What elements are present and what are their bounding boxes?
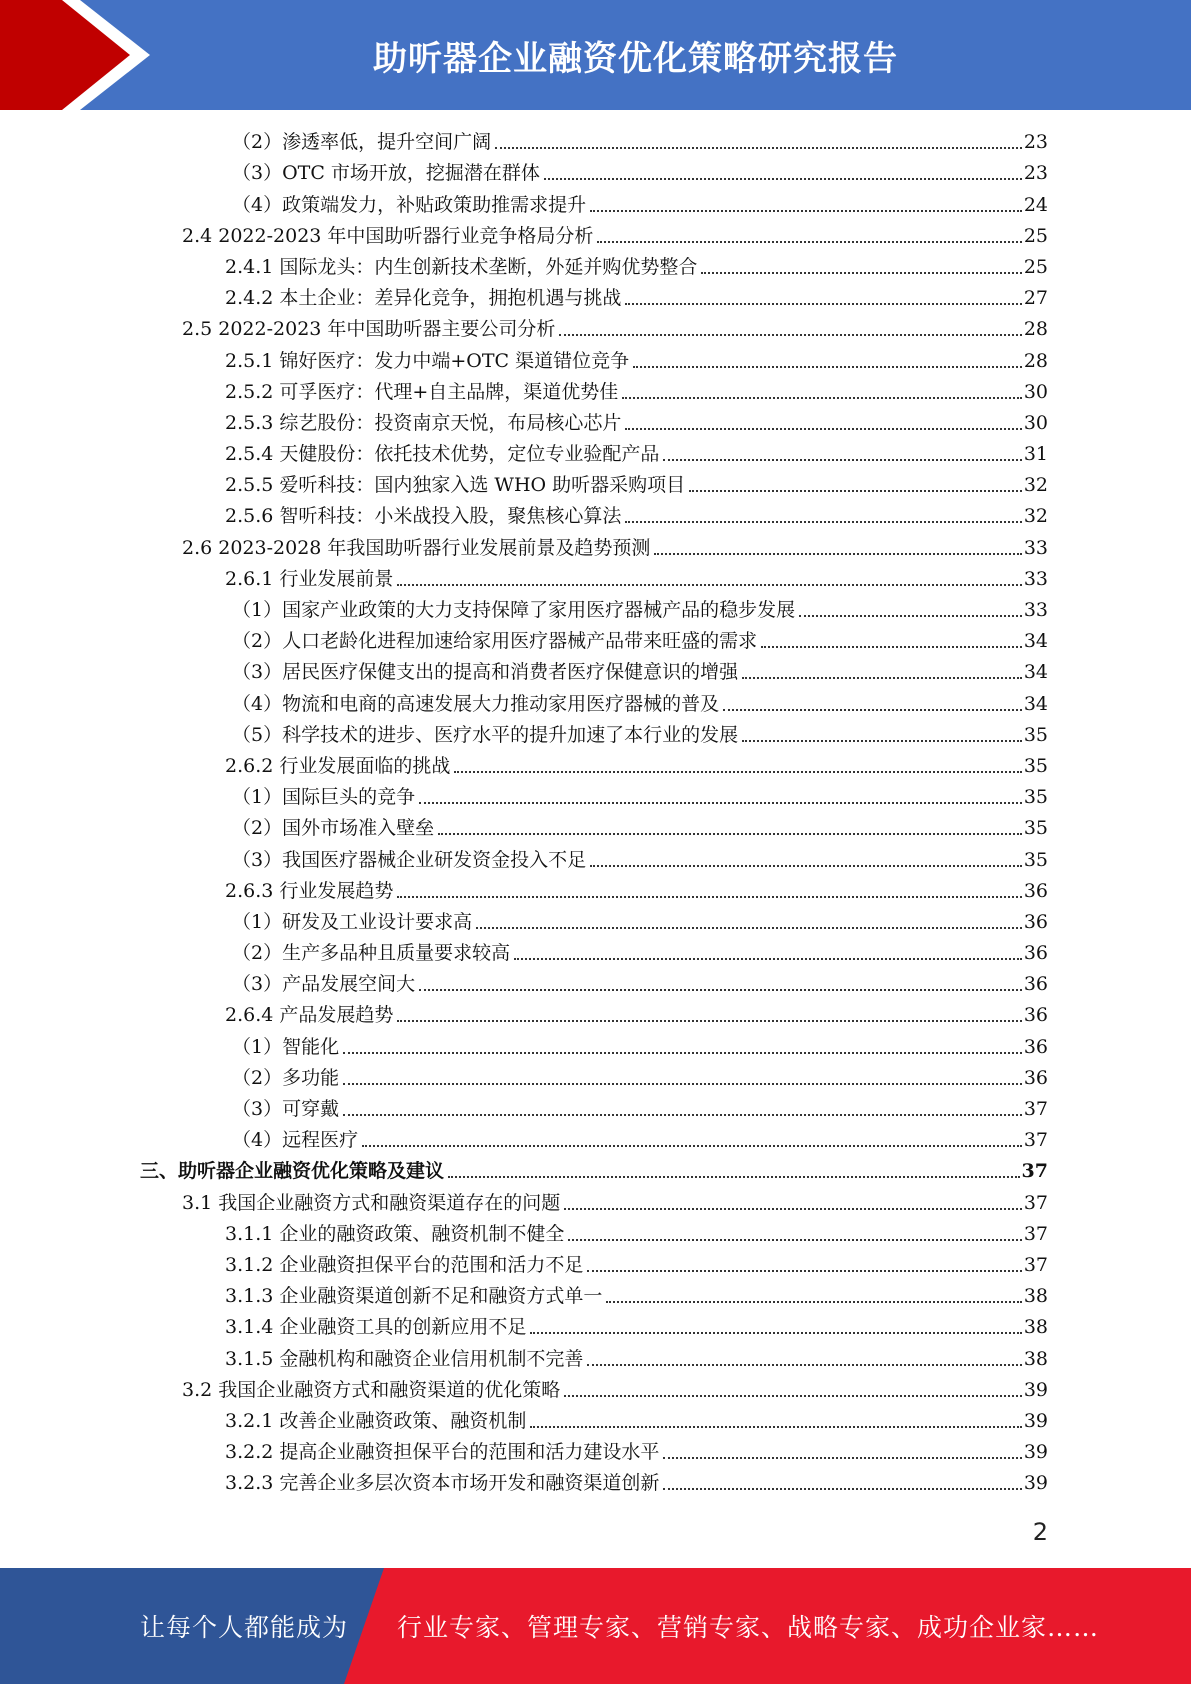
toc-entry-page: 37 (1023, 1191, 1048, 1214)
toc-dot-leader (625, 303, 1021, 305)
toc-entry-title: 3.1.2 企业融资担保平台的范围和活力不足 (225, 1253, 584, 1276)
toc-entry-page: 23 (1023, 162, 1048, 185)
toc-dot-leader (742, 740, 1022, 742)
toc-entry-page: 33 (1023, 536, 1048, 559)
toc-dot-leader (587, 1270, 1021, 1272)
toc-entry[interactable] (140, 1219, 1048, 1250)
toc-entry[interactable] (140, 1187, 1048, 1218)
toc-entry[interactable] (140, 470, 1048, 501)
toc-entry[interactable] (140, 189, 1048, 220)
footer-slogan-left: 让每个人都能成为 (140, 1613, 349, 1642)
toc-entry-title: （2）渗透率低，提升空间广阔 (232, 131, 492, 154)
toc-entry-page: 34 (1023, 630, 1048, 653)
toc-dot-leader (701, 272, 1021, 274)
toc-entry-page: 37 (1023, 1098, 1048, 1120)
toc-entry-title: （4）远程医疗 (232, 1129, 359, 1152)
toc-dot-leader (622, 397, 1022, 399)
toc-entry-title: 3.1 我国企业融资方式和融资渠道存在的问题 (182, 1191, 561, 1214)
toc-entry-page: 30 (1023, 380, 1048, 403)
toc-entry[interactable] (140, 314, 1048, 345)
toc-entry-title: 2.5 2022-2023 年中国助听器主要公司分析 (182, 318, 556, 341)
toc-entry[interactable] (140, 813, 1048, 844)
toc-entry[interactable] (140, 969, 1048, 1000)
toc-dot-leader (689, 490, 1022, 492)
toc-dot-leader (568, 1239, 1021, 1241)
toc-entry-page: 35 (1023, 723, 1048, 746)
toc-entry-page: 28 (1023, 318, 1048, 341)
toc-dot-leader (564, 1395, 1022, 1397)
toc-dot-leader (625, 521, 1021, 523)
toc-dot-leader (343, 1052, 1022, 1054)
toc-entry-title: （1）国家产业政策的大力支持保障了家用医疗器械产品的稳步发展 (232, 599, 796, 621)
toc-entry-title: 2.4 2022-2023 年中国助听器行业竞争格局分析 (182, 224, 594, 247)
toc-entry-page: 37 (1023, 1253, 1048, 1276)
toc-entry-title: 3.2.1 改善企业融资政策、融资机制 (225, 1409, 527, 1432)
toc-dot-leader (448, 1176, 1020, 1178)
toc-dot-leader (544, 178, 1022, 180)
toc-entry-title: （3）我国医疗器械企业研发资金投入不足 (232, 848, 587, 871)
toc-entry-page: 36 (1023, 1035, 1048, 1058)
page-header (0, 0, 1191, 110)
toc-entry-page: 39 (1023, 1441, 1048, 1464)
toc-entry-title: （3）OTC 市场开放，挖掘潜在群体 (232, 162, 540, 185)
toc-dot-leader (590, 210, 1022, 212)
toc-entry-page: 39 (1023, 1378, 1048, 1401)
toc-entry-page: 36 (1023, 1004, 1048, 1027)
toc-entry-title: （1）研发及工业设计要求高 (232, 910, 473, 933)
toc-entry-page: 25 (1023, 255, 1048, 278)
toc-entry-title: 3.1.3 企业融资渠道创新不足和融资方式单一 (225, 1285, 603, 1308)
toc-entry[interactable] (140, 439, 1048, 470)
toc-entry[interactable] (140, 1125, 1048, 1156)
toc-entry-title: 2.6.3 行业发展趋势 (225, 879, 394, 902)
toc-entry[interactable] (140, 782, 1048, 813)
toc-entry-page: 38 (1023, 1285, 1048, 1308)
toc-entry[interactable] (140, 158, 1048, 189)
toc-entry[interactable] (140, 876, 1048, 907)
toc-entry-title: （1）国际巨头的竞争 (232, 786, 416, 809)
toc-entry-title: 2.6.2 行业发展面临的挑战 (225, 754, 451, 777)
toc-entry-page: 38 (1023, 1316, 1048, 1339)
toc-entry-title: 3.1.4 企业融资工具的创新应用不足 (225, 1316, 527, 1339)
toc-entry[interactable] (140, 1468, 1048, 1499)
toc-entry[interactable] (140, 1312, 1048, 1343)
page-number: 2 (1032, 1518, 1048, 1546)
toc-entry-page: 33 (1023, 599, 1048, 621)
toc-entry-page: 36 (1023, 973, 1048, 996)
toc-dot-leader (476, 927, 1022, 929)
toc-dot-leader (663, 459, 1021, 461)
toc-entry-page: 28 (1023, 349, 1048, 372)
footer-slogan-right: 行业专家、管理专家、营销专家、战略专家、成功企业家…… (397, 1613, 1100, 1642)
toc-entry-page: 36 (1023, 1066, 1048, 1089)
toc-entry-title: 2.5.2 可孚医疗：代理+自主品牌，渠道优势佳 (225, 380, 619, 403)
toc-entry[interactable] (140, 751, 1048, 782)
toc-entry-title: （4）物流和电商的高速发展大力推动家用医疗器械的普及 (232, 692, 720, 715)
toc-dot-leader (625, 428, 1021, 430)
toc-entry[interactable] (140, 907, 1048, 938)
toc-dot-leader (587, 1364, 1021, 1366)
toc-entry[interactable] (140, 1437, 1048, 1468)
toc-entry-title: （5）科学技术的进步、医疗水平的提升加速了本行业的发展 (232, 723, 739, 746)
toc-entry[interactable] (140, 1031, 1048, 1062)
toc-entry-title: 三、助听器企业融资优化策略及建议 (140, 1160, 445, 1183)
toc-entry-title: （3）可穿戴 (232, 1098, 340, 1120)
toc-entry[interactable] (140, 283, 1048, 314)
toc-dot-leader (454, 771, 1021, 773)
toc-entry-title: （2）人口老龄化进程加速给家用医疗器械产品带来旺盛的需求 (232, 630, 758, 653)
page-footer (0, 1568, 1191, 1684)
toc-entry[interactable] (140, 1063, 1048, 1094)
toc-dot-leader (633, 366, 1022, 368)
toc-dot-leader (590, 865, 1022, 867)
toc-dot-leader (761, 646, 1022, 648)
toc-dot-leader (419, 802, 1022, 804)
toc-dot-leader (564, 1208, 1022, 1210)
toc-entry[interactable] (140, 720, 1048, 751)
toc-entry-page: 36 (1023, 942, 1048, 965)
toc-entry-page: 39 (1023, 1472, 1048, 1495)
toc-dot-leader (654, 553, 1021, 555)
toc-dot-leader (742, 677, 1022, 679)
toc-entry[interactable] (140, 1281, 1048, 1312)
toc-entry-page: 23 (1023, 131, 1048, 154)
toc-entry-page: 38 (1023, 1347, 1048, 1370)
toc-entry-page: 37 (1023, 1222, 1048, 1245)
toc-dot-leader (606, 1301, 1021, 1303)
toc-entry-title: 3.1.1 企业的融资政策、融资机制不健全 (225, 1222, 565, 1245)
toc-entry-title: （4）政策端发力，补贴政策助推需求提升 (232, 193, 587, 216)
toc-entry[interactable] (140, 408, 1048, 439)
toc-entry-page: 25 (1023, 224, 1048, 247)
toc-dot-leader (663, 1457, 1021, 1459)
toc-entry-page: 24 (1023, 193, 1048, 216)
toc-entry-title: 2.6.4 产品发展趋势 (225, 1004, 394, 1027)
toc-entry-page: 35 (1023, 754, 1048, 777)
toc-entry[interactable] (140, 1406, 1048, 1437)
toc-entry[interactable] (140, 564, 1048, 595)
toc-entry-page: 33 (1023, 567, 1048, 590)
toc-entry-title: 2.5.5 爱听科技：国内独家入选 WHO 助听器采购项目 (225, 474, 686, 497)
toc-entry[interactable] (140, 345, 1048, 376)
toc-entry-title: （2）多功能 (232, 1066, 340, 1089)
toc-entry[interactable] (140, 127, 1048, 158)
toc-dot-leader (419, 989, 1022, 991)
toc-dot-leader (438, 833, 1022, 835)
toc-dot-leader (723, 709, 1022, 711)
toc-entry-page: 32 (1023, 474, 1048, 497)
toc-entry-page: 39 (1023, 1409, 1048, 1432)
toc-entry-page: 35 (1023, 848, 1048, 871)
toc-dot-leader (559, 334, 1021, 336)
toc-dot-leader (397, 584, 1021, 586)
toc-entry-title: 2.6 2023-2028 年我国助听器行业发展前景及趋势预测 (182, 536, 651, 559)
toc-dot-leader (799, 615, 1022, 617)
toc-dot-leader (663, 1488, 1021, 1490)
toc-entry-title: （3）产品发展空间大 (232, 973, 416, 996)
toc-entry-title: （2）国外市场准入壁垒 (232, 817, 435, 840)
toc-entry[interactable] (140, 252, 1048, 283)
toc-entry-title: 2.4.1 国际龙头：内生创新技术垄断，外延并购优势整合 (225, 255, 698, 278)
toc-entry-page: 35 (1023, 817, 1048, 840)
toc-entry[interactable] (140, 221, 1048, 252)
toc-entry-title: 2.4.2 本土企业：差异化竞争，拥抱机遇与挑战 (225, 287, 622, 310)
toc-dot-leader (343, 1083, 1022, 1085)
toc-entry-title: 3.2.2 提高企业融资担保平台的范围和活力建设水平 (225, 1441, 660, 1464)
toc-entry[interactable] (140, 1000, 1048, 1031)
toc-entry-title: 3.2 我国企业融资方式和融资渠道的优化策略 (182, 1378, 561, 1401)
toc-entry-title: 2.5.6 智听科技：小米战投入股，聚焦核心算法 (225, 505, 622, 528)
toc-entry-title: （1）智能化 (232, 1035, 340, 1058)
toc-entry-title: （3）居民医疗保健支出的提高和消费者医疗保健意识的增强 (232, 661, 739, 684)
toc-dot-leader (597, 241, 1021, 243)
toc-dot-leader (397, 896, 1021, 898)
toc-dot-leader (530, 1426, 1021, 1428)
toc-entry-page: 35 (1023, 786, 1048, 809)
toc-entry-title: （2）生产多品种且质量要求较高 (232, 942, 511, 965)
toc-dot-leader (397, 1020, 1021, 1022)
toc-dot-leader (343, 1114, 1022, 1116)
toc-entry[interactable] (140, 626, 1048, 657)
toc-entry[interactable] (140, 1156, 1048, 1187)
toc-entry[interactable] (140, 595, 1048, 626)
toc-entry-page: 37 (1021, 1160, 1048, 1183)
toc-entry-title: 3.1.5 金融机构和融资企业信用机制不完善 (225, 1347, 584, 1370)
toc-entry-page: 36 (1023, 879, 1048, 902)
toc-entry-title: 2.5.3 综艺股份：投资南京天悦，布局核心芯片 (225, 411, 622, 434)
toc-dot-leader (514, 958, 1022, 960)
toc-entry-page: 36 (1023, 910, 1048, 933)
toc-entry-page: 27 (1023, 287, 1048, 310)
toc-dot-leader (362, 1145, 1022, 1147)
toc-entry[interactable] (140, 1375, 1048, 1406)
toc-entry[interactable] (140, 1343, 1048, 1374)
toc-entry-page: 34 (1023, 661, 1048, 684)
toc-entry[interactable] (140, 938, 1048, 969)
toc-entry-page: 37 (1023, 1129, 1048, 1152)
toc-entry[interactable] (140, 844, 1048, 875)
toc-entry[interactable] (140, 657, 1048, 688)
toc-entry-title: 3.2.3 完善企业多层次资本市场开发和融资渠道创新 (225, 1472, 660, 1495)
toc-entry-page: 34 (1023, 692, 1048, 715)
toc-entry-page: 32 (1023, 505, 1048, 528)
document-title: 助听器企业融资优化策略研究报告 (373, 38, 898, 79)
toc-entry-page: 31 (1023, 443, 1048, 466)
toc-dot-leader (530, 1332, 1021, 1334)
toc-entry-title: 2.5.1 锦好医疗：发力中端+OTC 渠道错位竞争 (225, 349, 630, 372)
toc-entry[interactable] (140, 1094, 1048, 1125)
toc-entry[interactable] (140, 688, 1048, 719)
toc-entry[interactable] (140, 1250, 1048, 1281)
toc-entry-title: 2.5.4 天健股份：依托技术优势，定位专业验配产品 (225, 443, 660, 466)
table-of-contents (140, 127, 1048, 1499)
toc-dot-leader (495, 147, 1022, 149)
header-arrow-decoration (0, 0, 160, 110)
toc-entry[interactable] (140, 501, 1048, 532)
toc-entry-title: 2.6.1 行业发展前景 (225, 567, 394, 590)
toc-entry[interactable] (140, 532, 1048, 563)
toc-entry-page: 30 (1023, 411, 1048, 434)
toc-entry[interactable] (140, 377, 1048, 408)
